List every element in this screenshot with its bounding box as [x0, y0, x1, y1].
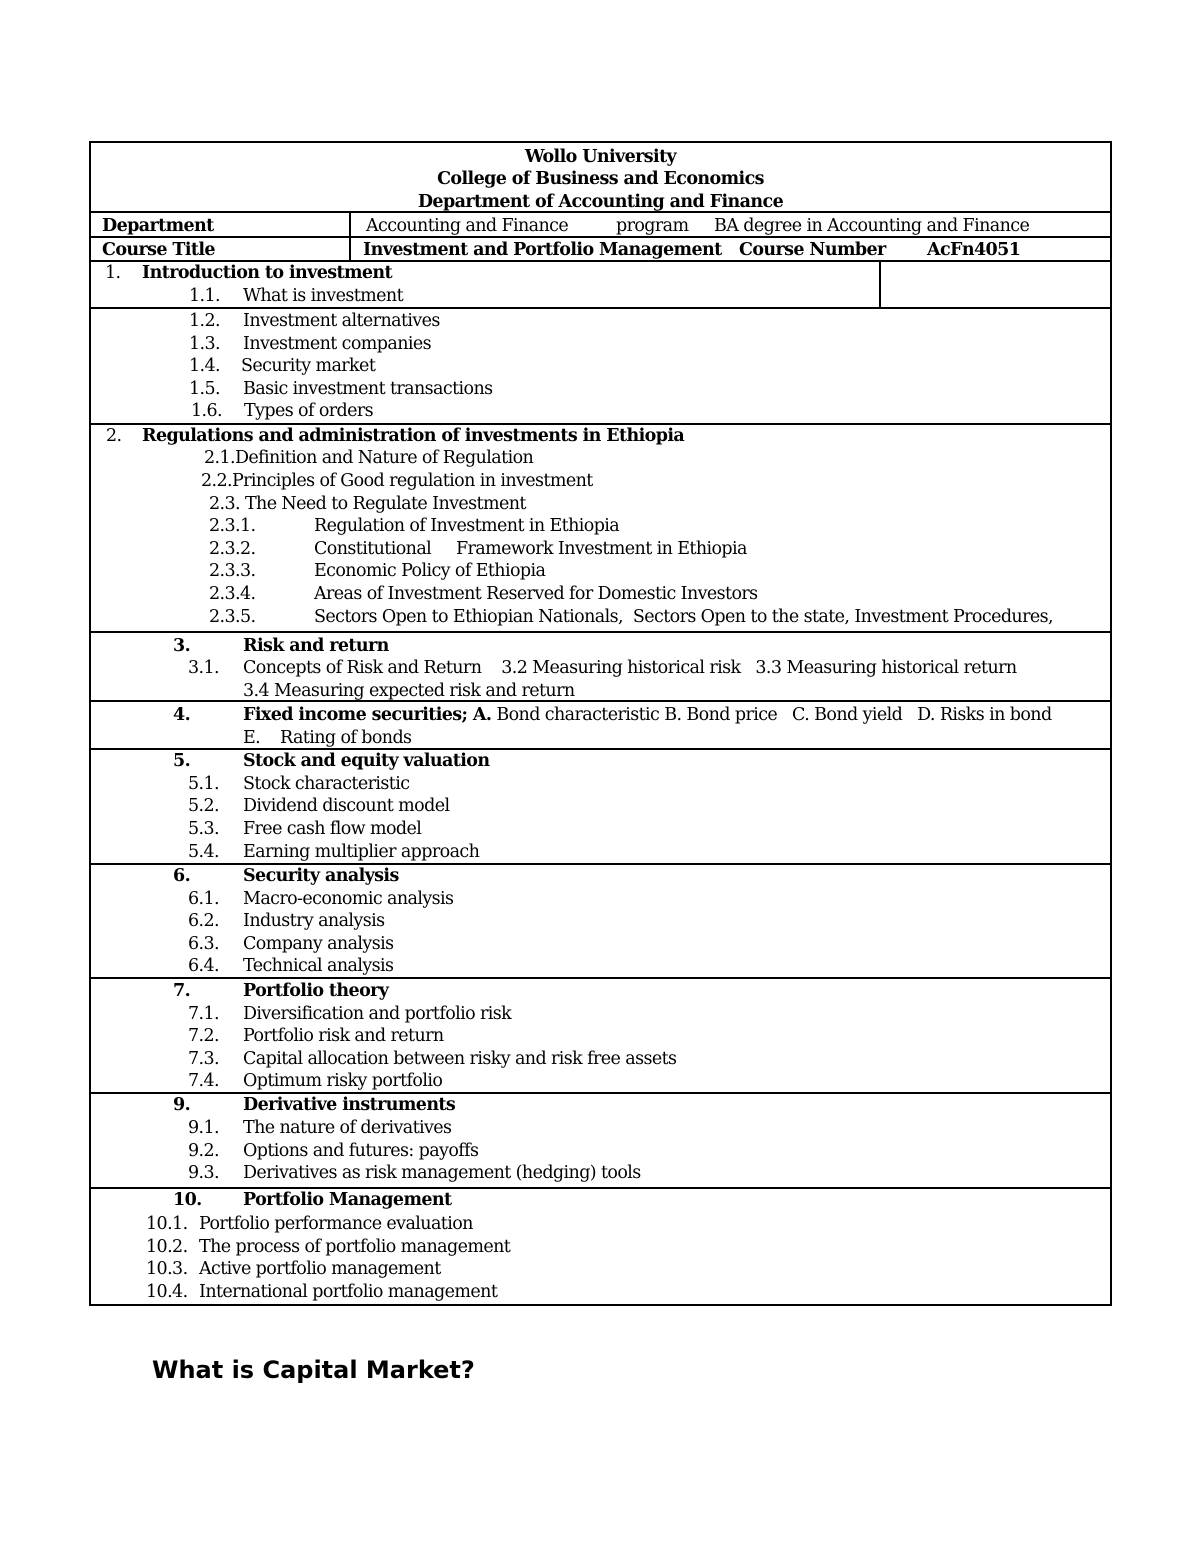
- section-title: Portfolio theory: [243, 981, 389, 1001]
- list-item: Types of orders: [244, 401, 374, 421]
- item-number: 5.1.: [188, 774, 219, 794]
- list-item: 2.2.Principles of Good regulation in investment: [201, 471, 593, 491]
- list-item: Macro-economic analysis: [243, 889, 454, 909]
- item-number: 9.1.: [188, 1118, 219, 1138]
- item-number: 5.2.: [188, 796, 219, 816]
- item-number: 10.2.: [146, 1237, 188, 1257]
- department-label: Department: [102, 216, 214, 236]
- section-title: Fixed income securities; A.: [243, 705, 492, 725]
- list-item: Active portfolio management: [199, 1259, 441, 1279]
- item-number: 2.3.2.: [209, 539, 256, 559]
- item-number: 6.4.: [188, 956, 219, 976]
- item-number: 1.3.: [189, 334, 220, 354]
- list-item: The nature of derivatives: [243, 1118, 452, 1138]
- section-number: 3.: [173, 636, 191, 656]
- item-number: 2.3.5.: [209, 607, 256, 627]
- list-item: Economic Policy of Ethiopia: [314, 561, 546, 581]
- list-item: 3.4 Measuring expected risk and return: [243, 681, 575, 701]
- item-number: 7.3.: [188, 1049, 219, 1069]
- section-title: Risk and return: [243, 636, 389, 656]
- row-divider: [91, 307, 1110, 309]
- item-number: 1.1.: [189, 286, 220, 306]
- item-number: 7.4.: [188, 1071, 219, 1091]
- list-item: Sectors Open to Ethiopian Nationals, Sectors Open to the state, Investment Procedures,: [314, 607, 1053, 627]
- item-number: 10.4.: [146, 1282, 188, 1302]
- section-title: Regulations and administration of investments in Ethiopia: [142, 426, 685, 446]
- section-title: Introduction to investment: [142, 263, 393, 283]
- course-outline-table: [89, 141, 1112, 1306]
- section-heading: What is Capital Market?: [152, 1356, 475, 1384]
- list-item: Basic investment transactions: [243, 379, 493, 399]
- item-number: 2.3.3.: [209, 561, 256, 581]
- item-number: 1.2.: [189, 311, 220, 331]
- list-item: International portfolio management: [199, 1282, 498, 1302]
- item-number: 6.1.: [188, 889, 219, 909]
- list-item: Constitutional Framework Investment in Ethiopia: [314, 539, 747, 559]
- section-number: 7.: [173, 981, 191, 1001]
- section-number: 1.: [105, 263, 121, 283]
- list-item: Portfolio performance evaluation: [199, 1214, 473, 1234]
- section-line: [243, 704, 1052, 726]
- list-item: Investment alternatives: [243, 311, 440, 331]
- list-item: Derivatives as risk management (hedging) tools: [243, 1163, 641, 1183]
- item-number: 2.3.4.: [209, 584, 256, 604]
- list-item: Areas of Investment Reserved for Domestic Investors: [314, 584, 758, 604]
- course-title-label: Course Title: [102, 240, 215, 260]
- column-divider: [879, 260, 881, 307]
- list-item: Capital allocation between risky and risk free assets: [243, 1049, 677, 1069]
- section-title: Security analysis: [243, 866, 399, 886]
- item-number: 9.2.: [188, 1141, 219, 1161]
- section-number: 4.: [173, 705, 191, 725]
- list-item: Investment companies: [243, 334, 432, 354]
- list-item: Options and futures: payoffs: [243, 1141, 479, 1161]
- item-number: 10.1.: [146, 1214, 188, 1234]
- list-item: Company analysis: [243, 934, 394, 954]
- department-name: Department of Accounting and Finance: [417, 192, 784, 212]
- section-number: 5.: [173, 751, 191, 771]
- list-item: Portfolio risk and return: [243, 1026, 444, 1046]
- list-item: Free cash flow model: [243, 819, 422, 839]
- list-item: Technical analysis: [243, 956, 394, 976]
- section-number: 6.: [173, 866, 191, 886]
- list-item: Optimum risky portfolio: [243, 1071, 443, 1091]
- list-item: Concepts of Risk and Return 3.2 Measuring historical risk 3.3 Measuring historical return: [243, 658, 1017, 678]
- list-item: What is investment: [243, 286, 404, 306]
- column-divider: [349, 211, 351, 260]
- item-number: 9.3.: [188, 1163, 219, 1183]
- list-item: Security market: [241, 356, 376, 376]
- course-number-label: Course Number: [739, 240, 886, 260]
- item-number: 5.4.: [188, 842, 219, 862]
- list-item: 2.3. The Need to Regulate Investment: [209, 494, 526, 514]
- list-item: Dividend discount model: [243, 796, 450, 816]
- item-number: 1.6.: [191, 401, 222, 421]
- college-name: College of Business and Economics: [437, 169, 764, 189]
- item-number: 5.3.: [188, 819, 219, 839]
- item-number: 1.5.: [189, 379, 220, 399]
- item-number: 2.3.1.: [209, 516, 256, 536]
- section-title: Derivative instruments: [243, 1095, 456, 1115]
- university-name: Wollo University: [524, 147, 677, 167]
- department-value: Accounting and Finance: [366, 216, 569, 236]
- list-item: Earning multiplier approach: [243, 842, 480, 862]
- section-title: Portfolio Management: [243, 1190, 452, 1210]
- item-number: 3.1.: [188, 658, 219, 678]
- list-item: Regulation of Investment in Ethiopia: [314, 516, 620, 536]
- section-number: 9.: [173, 1095, 191, 1115]
- program-label: program: [616, 216, 689, 236]
- item-number: 1.4.: [189, 356, 220, 376]
- item-number: 7.2.: [188, 1026, 219, 1046]
- item-number: 10.3.: [146, 1259, 188, 1279]
- list-item: The process of portfolio management: [199, 1237, 511, 1257]
- list-item: 2.1.Definition and Nature of Regulation: [204, 448, 534, 468]
- section-number: 10.: [173, 1190, 202, 1210]
- section-number: 2.: [106, 426, 122, 446]
- list-item: Diversification and portfolio risk: [243, 1004, 512, 1024]
- list-item: Stock characteristic: [243, 774, 410, 794]
- course-title-value: Investment and Portfolio Management: [363, 240, 722, 260]
- item-number: 6.3.: [188, 934, 219, 954]
- row-divider: [91, 631, 1110, 633]
- list-item: E. Rating of bonds: [243, 728, 412, 748]
- program-value: BA degree in Accounting and Finance: [714, 216, 1030, 236]
- item-number: 7.1.: [188, 1004, 219, 1024]
- list-item: Industry analysis: [243, 911, 385, 931]
- section-title: Stock and equity valuation: [243, 751, 490, 771]
- item-number: 6.2.: [188, 911, 219, 931]
- course-number-value: AcFn4051: [927, 240, 1021, 260]
- list-item: Bond characteristic B. Bond price C. Bond yield D. Risks in bond: [496, 705, 1052, 725]
- row-divider: [91, 977, 1110, 979]
